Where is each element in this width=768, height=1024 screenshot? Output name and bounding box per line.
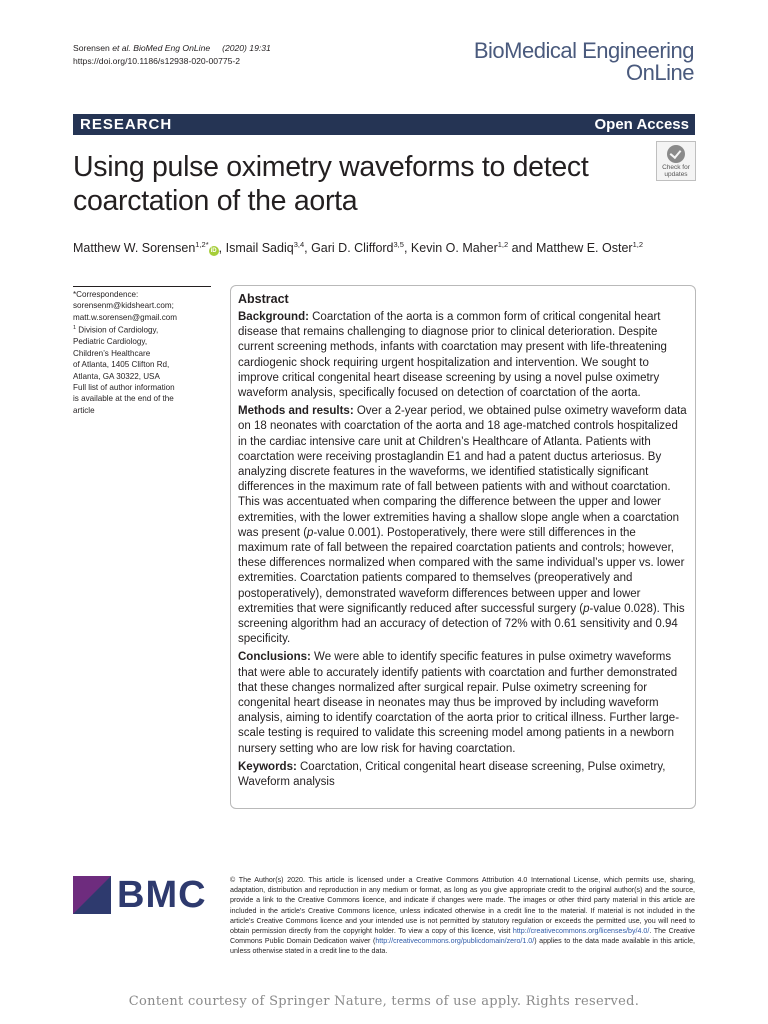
correspondence-label: *Correspondence: [73, 290, 139, 299]
full-author-info-note: Full list of author information is available at the end of the article [73, 382, 175, 415]
author-list: Matthew W. Sorensen$^{1,2*}$iD , Ismail Sadiq$^{3,4}$, Gari D. Clifford$^{3,5}$, Kevin O. Maher$^{1,2}$ and Matthew E. Oster$^{1,2}$ [73, 240, 643, 256]
author-name[interactable]: Ismail Sadiq [225, 241, 294, 256]
methods-label: Methods and results: [238, 405, 354, 418]
author-affiliation: 1,2 [497, 240, 509, 249]
conclusions-label: Conclusions: [238, 651, 311, 664]
author-affiliation: 1,2* [195, 240, 209, 249]
conclusions-text: We were able to identify specific features in pulse oximetry waveforms that were able to accurately identify patients with coarctation and further demonstrated that these changes normalized after surgical repair. Pulse oximetry screening for congenital heart disease in neonates may thus be improved by including waveform analysis, aiming to identify coarctation of the aorta prior to critical illness. Further large-scale testing is required to validate this screening model among patients in a newborn nursery setting who are low risk for having coarctation. [238, 651, 680, 755]
abstract-background [238, 310, 688, 401]
doi-link[interactable]: https://doi.org/10.1186/s12938-020-00775-2 [73, 56, 241, 66]
author-affiliation: 1,2 [632, 240, 643, 249]
author-name[interactable]: Gari D. Clifford [311, 241, 394, 256]
keywords-label: Keywords: [238, 760, 297, 773]
author-affiliation: 3,4 [293, 240, 305, 249]
citation-header [73, 42, 271, 68]
affiliation-address: Division of Cardiology, Pediatric Cardiology, Children’s Healthcare of Atlanta, 1405 Clifton Rd, Atlanta, GA 30322, USA [73, 325, 170, 381]
bmc-logo-text: BMC [117, 874, 207, 916]
abstract-conclusions [238, 650, 688, 756]
citation-journal: et al. BioMed Eng OnLine [112, 43, 211, 53]
affiliation-text [73, 323, 211, 382]
license-link[interactable]: http://creativecommons.org/licenses/by/4.0/ [512, 927, 650, 936]
abstract-heading: Abstract [238, 292, 289, 306]
background-text: Coarctation of the aorta is a common form of critical congenital heart disease that remains challenging to diagnose prior to clinical deterioration. Despite current screening methods, infants with coarctation may present with life-threatening cardiogenic shock requiring urgent hospitalization and intervention. We sought to improve critical congenital heart disease screening by using a novel pulse oximetry waveform analysis, specifically focused on detection of coarctation of the aorta. [238, 311, 667, 400]
author-affiliation: 3,5 [393, 240, 404, 249]
background-label: Background: [238, 311, 309, 323]
public-domain-link[interactable]: http://creativecommons.org/publicdomain/zero/1.0/ [375, 937, 535, 946]
section-label: RESEARCH [80, 116, 173, 133]
abstract-keywords [238, 760, 688, 790]
author-name[interactable]: Matthew W. Sorensen [73, 241, 196, 256]
correspondence-column [73, 286, 211, 416]
author-name[interactable]: Matthew E. Oster [536, 241, 633, 256]
correspondence-emails[interactable]: sorensenm@kidsheart.com; matt.w.sorensen@gmail.com [73, 301, 178, 322]
abstract-box [230, 285, 696, 809]
orcid-icon[interactable]: iD [210, 248, 217, 255]
open-access-label: Open Access [594, 116, 689, 133]
check-for-updates-badge[interactable] [656, 141, 696, 181]
check-updates-line2: updates [664, 171, 688, 178]
check-updates-line1: Check for [662, 164, 690, 171]
citation-authors: Sorensen [73, 43, 110, 53]
article-title: Using pulse oximetry waveforms to detect coarctation of the aorta [73, 151, 589, 217]
bmc-logo [73, 876, 215, 914]
author-name[interactable]: Kevin O. Maher [410, 241, 498, 256]
citation-line [73, 42, 271, 55]
bmc-mark-icon [73, 876, 111, 914]
affiliation-number: 1 [73, 325, 77, 332]
section-bar [73, 114, 695, 135]
keywords-text: Coarctation, Critical congenital heart disease screening, Pulse oximetry, Waveform analysis [238, 760, 666, 789]
journal-name-line2: OnLine [626, 60, 694, 85]
check-updates-icon [667, 145, 685, 163]
courtesy-watermark: Content courtesy of Springer Nature, terms of use apply. Rights reserved. [128, 994, 640, 1009]
abstract-methods: Methods and results: Over a 2-year period, we obtained pulse oximetry waveform data on 18 neonates with coarctation of the aorta and 18 age-matched controls hospitalized in the cardiac intensive care unit at Children’s Healthcare of Atlanta. Patients with coarctation were receiving prostaglandin E1 and had a patent ductus arteriosus. By analyzing discrete features in the waveforms, we identified statistically significant differences in the maximum rate of fall between patients with and without coarctation. This was accentuated when comparing the difference between the upper and lower extremities, with the lower extremities having a shallow slope angle when a coarctation was present (p-value 0.001). Postoperatively, there were still differences in the maximum rate of fall between the repaired coarctation patients and controls; however, these differences normalized when compared with the same individual’s upper vs. lower extremities. Coarctation patients compared to themselves (preoperatively and postoperatively), demonstrated waveform differences between upper and lower extremities that were significantly reduced after successful surgery (p-value 0.028). This screening algorithm had an accuracy of detection of 72% with 0.61 sensitivity and 0.94 specificity. [238, 405, 687, 646]
journal-name-line1: BioMedical Engineering [473, 38, 694, 63]
license-text: © The Author(s) 2020. This article is licensed under a Creative Commons Attribution 4.0 International License, which permits use, sharing, adaptation, distribution and reproduction in any medium or format, as long as you give appropriate credit to the original author(s) and the source, provide a link to the Creative Commons licence, and indicate if changes were made. The images or other third party material in this article are included in the article’s Creative Commons licence, unless indicated otherwise in a credit line to the material. If material is not included in the article’s Creative Commons licence and your intended use is not permitted by statutory regulation or exceeds the permitted use, you will need to obtain permission directly from the copyright holder. To view a copy of this licence, visit http://creativecommons.org/licenses/by/4.0/. The Creative Commons Public Domain Dedication waiver (http://creativecommons.org/publicdomain/zero/1.0/) applies to the data made available in this article, unless otherwise stated in a credit line to the data. [230, 876, 695, 956]
citation-year: (2020) 19:31 [222, 43, 271, 53]
journal-logo [474, 40, 694, 84]
